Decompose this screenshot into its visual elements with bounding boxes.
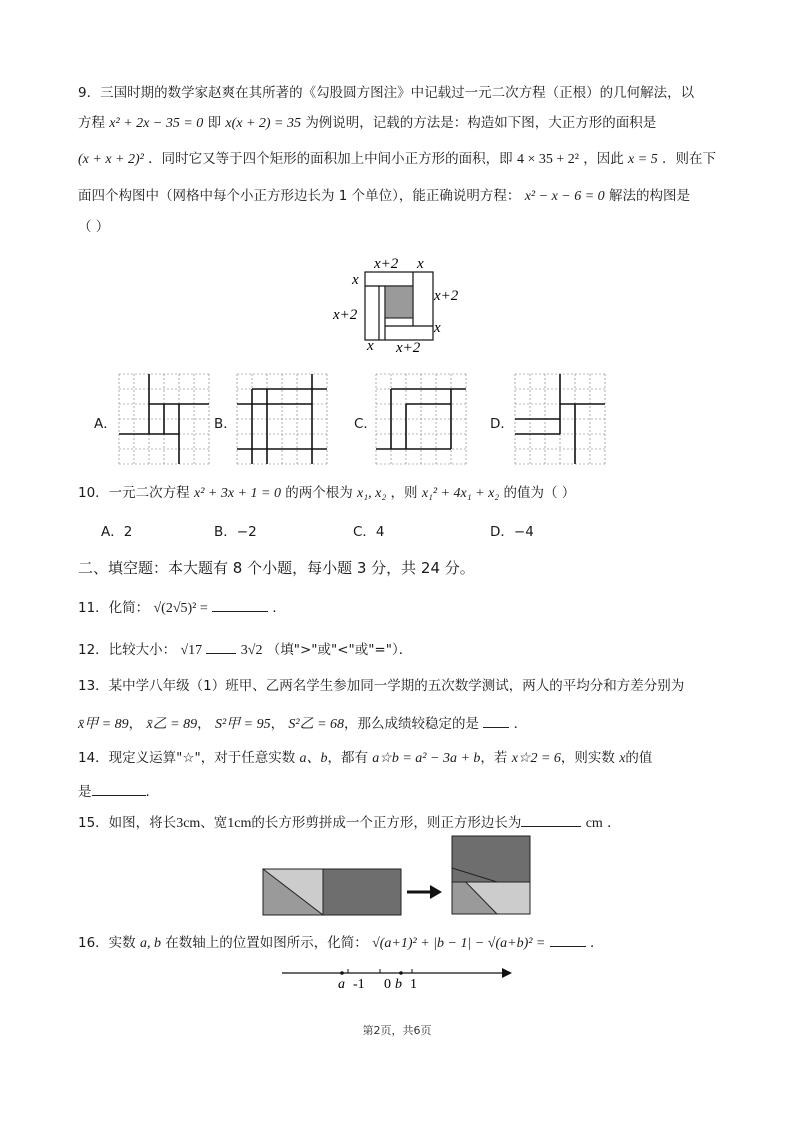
label-x-plus-2-top: x+2: [374, 256, 399, 272]
q15-width: 1cm: [227, 816, 252, 831]
q14-condition: x☆2 = 6: [511, 751, 561, 766]
q9-equation: x = 5: [628, 152, 658, 167]
q16-line: [78, 932, 603, 953]
q13-variance-yi: S²乙 = 68: [288, 717, 345, 732]
q15-line: [78, 812, 621, 833]
q13-text: ，那么成绩较稳定的是: [344, 716, 480, 732]
q13-mean-yi: x̄乙 = 89: [146, 717, 198, 732]
rectangle-dissection-figure: [262, 834, 536, 918]
q11-line: [78, 597, 286, 618]
q10-option-a[interactable]: A．2: [101, 524, 133, 540]
q11-answer-blank[interactable]: [212, 597, 268, 612]
q14-text: ，则实数: [560, 750, 615, 766]
option-a-label[interactable]: A．: [94, 416, 117, 432]
q13-line2: x̄甲 = 89， x̄乙 = 89， S²甲 = 95， S²乙 = 68，那么成绩较稳定的是 ．: [78, 713, 527, 734]
q15-unit: cm: [585, 816, 603, 831]
q9-line4: [78, 187, 690, 206]
q9-line1: 9．三国时期的数学家赵爽在其所著的《勾股圆方图注》中记载过一元二次方程（正根）的几何解法，以: [78, 85, 695, 101]
q13-variance-jia: S²甲 = 95: [214, 717, 271, 732]
q14-text: 的值: [625, 750, 653, 766]
q9-equation: x² − x − 6 = 0: [524, 189, 605, 204]
q14-definition: a☆b = a² − 3a + b: [372, 751, 481, 766]
q10-text: ，则: [390, 485, 418, 501]
q14-text: ，都有: [327, 750, 368, 766]
axis-label-1: 1: [410, 977, 417, 990]
q16-vars: a, b: [139, 936, 161, 951]
q16-answer-blank[interactable]: [550, 932, 586, 947]
axis-label-a: a: [338, 977, 345, 990]
q12-answer-blank[interactable]: [206, 639, 236, 654]
section-title: 二、填空题：本大题有 8 个小题，每小题 3 分，共 24 分。: [78, 559, 475, 577]
q12-expression: 3√2: [240, 643, 263, 658]
option-c-grid[interactable]: [375, 373, 467, 465]
q12-expression: √17: [180, 643, 203, 658]
q15-text: ．: [607, 815, 621, 831]
q10-text: 的两个根为: [285, 485, 353, 501]
q9-line3: [78, 150, 716, 169]
q14-text: 14．现定义运算"☆"，对于任意实数: [78, 750, 296, 766]
q12-text: 12．比较大小：: [78, 642, 177, 658]
q14-text: 是: [78, 784, 92, 800]
axis-label-0: 0: [384, 977, 391, 990]
label-x-left: x: [352, 272, 359, 288]
q14-text: ．: [145, 784, 159, 800]
q12-text: （填">"或"<"或"="）．: [266, 642, 413, 658]
q9-text: 面四个构图中（网格中每个小正方形边长为 1 个单位），能正确说明方程：: [78, 188, 521, 204]
q10-option-d[interactable]: D．−4: [490, 524, 534, 540]
q13-mean-jia: x̄甲 = 89: [78, 717, 129, 732]
axis-label-minus-1: -1: [353, 977, 365, 990]
q9-equation: x(x + 2) = 35: [225, 116, 302, 131]
q14-text: ，若: [480, 750, 508, 766]
option-b-grid[interactable]: [236, 373, 328, 465]
q14-vars: a、b: [299, 751, 328, 766]
option-d-label[interactable]: D．: [490, 416, 514, 432]
label-x-bottom: x: [367, 338, 374, 354]
q14-line1: [78, 749, 652, 768]
q15-text: 、宽: [200, 815, 228, 831]
q10-text: 10．一元二次方程: [78, 485, 190, 501]
q15-text: 15．如图，将长: [78, 815, 177, 831]
q16-text: 16．实数: [78, 935, 136, 951]
q10-line: [78, 484, 575, 503]
q14-var-x: x: [619, 751, 626, 766]
q16-text: 在数轴上的位置如图所示，化简：: [165, 935, 368, 951]
q9-equation: (x + x + 2)²: [78, 152, 144, 167]
q9-equation: x² + 2x − 35 = 0: [109, 116, 204, 131]
q16-text: ．: [589, 935, 604, 951]
q10-equation: x² + 3x + 1 = 0: [193, 486, 281, 501]
q14-line2: [78, 781, 159, 801]
q15-answer-blank[interactable]: [521, 812, 581, 827]
label-x-plus-2-left: x+2: [333, 307, 358, 323]
q11-expression: √(2√5)² =: [153, 601, 208, 616]
q10-expression: x₁² + 4x₁ + x₂: [421, 486, 500, 501]
q9-text: 解法的构图是: [608, 188, 690, 204]
option-b-label[interactable]: B．: [214, 416, 237, 432]
q9-text: ，因此: [583, 151, 624, 167]
axis-label-b: b: [395, 977, 402, 990]
q10-option-b[interactable]: B．−2: [214, 524, 257, 540]
q10-roots: x₁, x₂: [357, 486, 387, 501]
option-c-label[interactable]: C．: [354, 416, 377, 432]
q9-text: 即: [207, 115, 222, 131]
q15-length: 3cm: [176, 816, 201, 831]
q9-answer-bracket: （ ）: [78, 219, 110, 235]
q9-equation: 4 × 35 + 2²: [516, 152, 579, 167]
q14-answer-blank[interactable]: [92, 781, 146, 796]
q10-option-c[interactable]: C．4: [353, 524, 385, 540]
q13-line1: 13．某中学八年级（1）班甲、乙两名学生参加同一学期的五次数学测试，两人的平均分和方差分别为: [78, 678, 685, 694]
zhao-shuang-figure: [330, 250, 470, 360]
q15-text: 的长方形剪拼成一个正方形，则正方形边长为: [251, 815, 522, 831]
q9-text: ．则在下: [662, 151, 716, 167]
page-footer: 第2页，共6页: [362, 1024, 432, 1037]
q16-expression: √(a+1)² + |b − 1| − √(a+b)² =: [372, 936, 546, 951]
label-x-plus-2-bottom: x+2: [396, 340, 421, 356]
q10-text: 的值为（ ）: [503, 485, 576, 501]
label-x-top: x: [417, 256, 424, 272]
q9-text: 为例说明，记载的方法是：构造如下图，大正方形的面积是: [305, 115, 657, 131]
label-x-plus-2-right: x+2: [434, 288, 459, 304]
q11-text: 11．化简：: [78, 600, 150, 616]
option-d-grid[interactable]: [514, 373, 606, 465]
q9-line2: [78, 114, 656, 133]
q9-text: ．同时它又等于四个矩形的面积加上中间小正方形的面积，即: [148, 151, 513, 167]
q11-text: ．: [272, 600, 286, 616]
number-line: [280, 962, 516, 990]
q13-text: ．: [513, 716, 528, 732]
label-x-right: x: [434, 320, 441, 336]
option-a-grid[interactable]: [118, 373, 210, 465]
q13-answer-blank[interactable]: [483, 713, 509, 728]
q12-line: [78, 639, 412, 660]
q9-text: 方程: [78, 115, 105, 131]
